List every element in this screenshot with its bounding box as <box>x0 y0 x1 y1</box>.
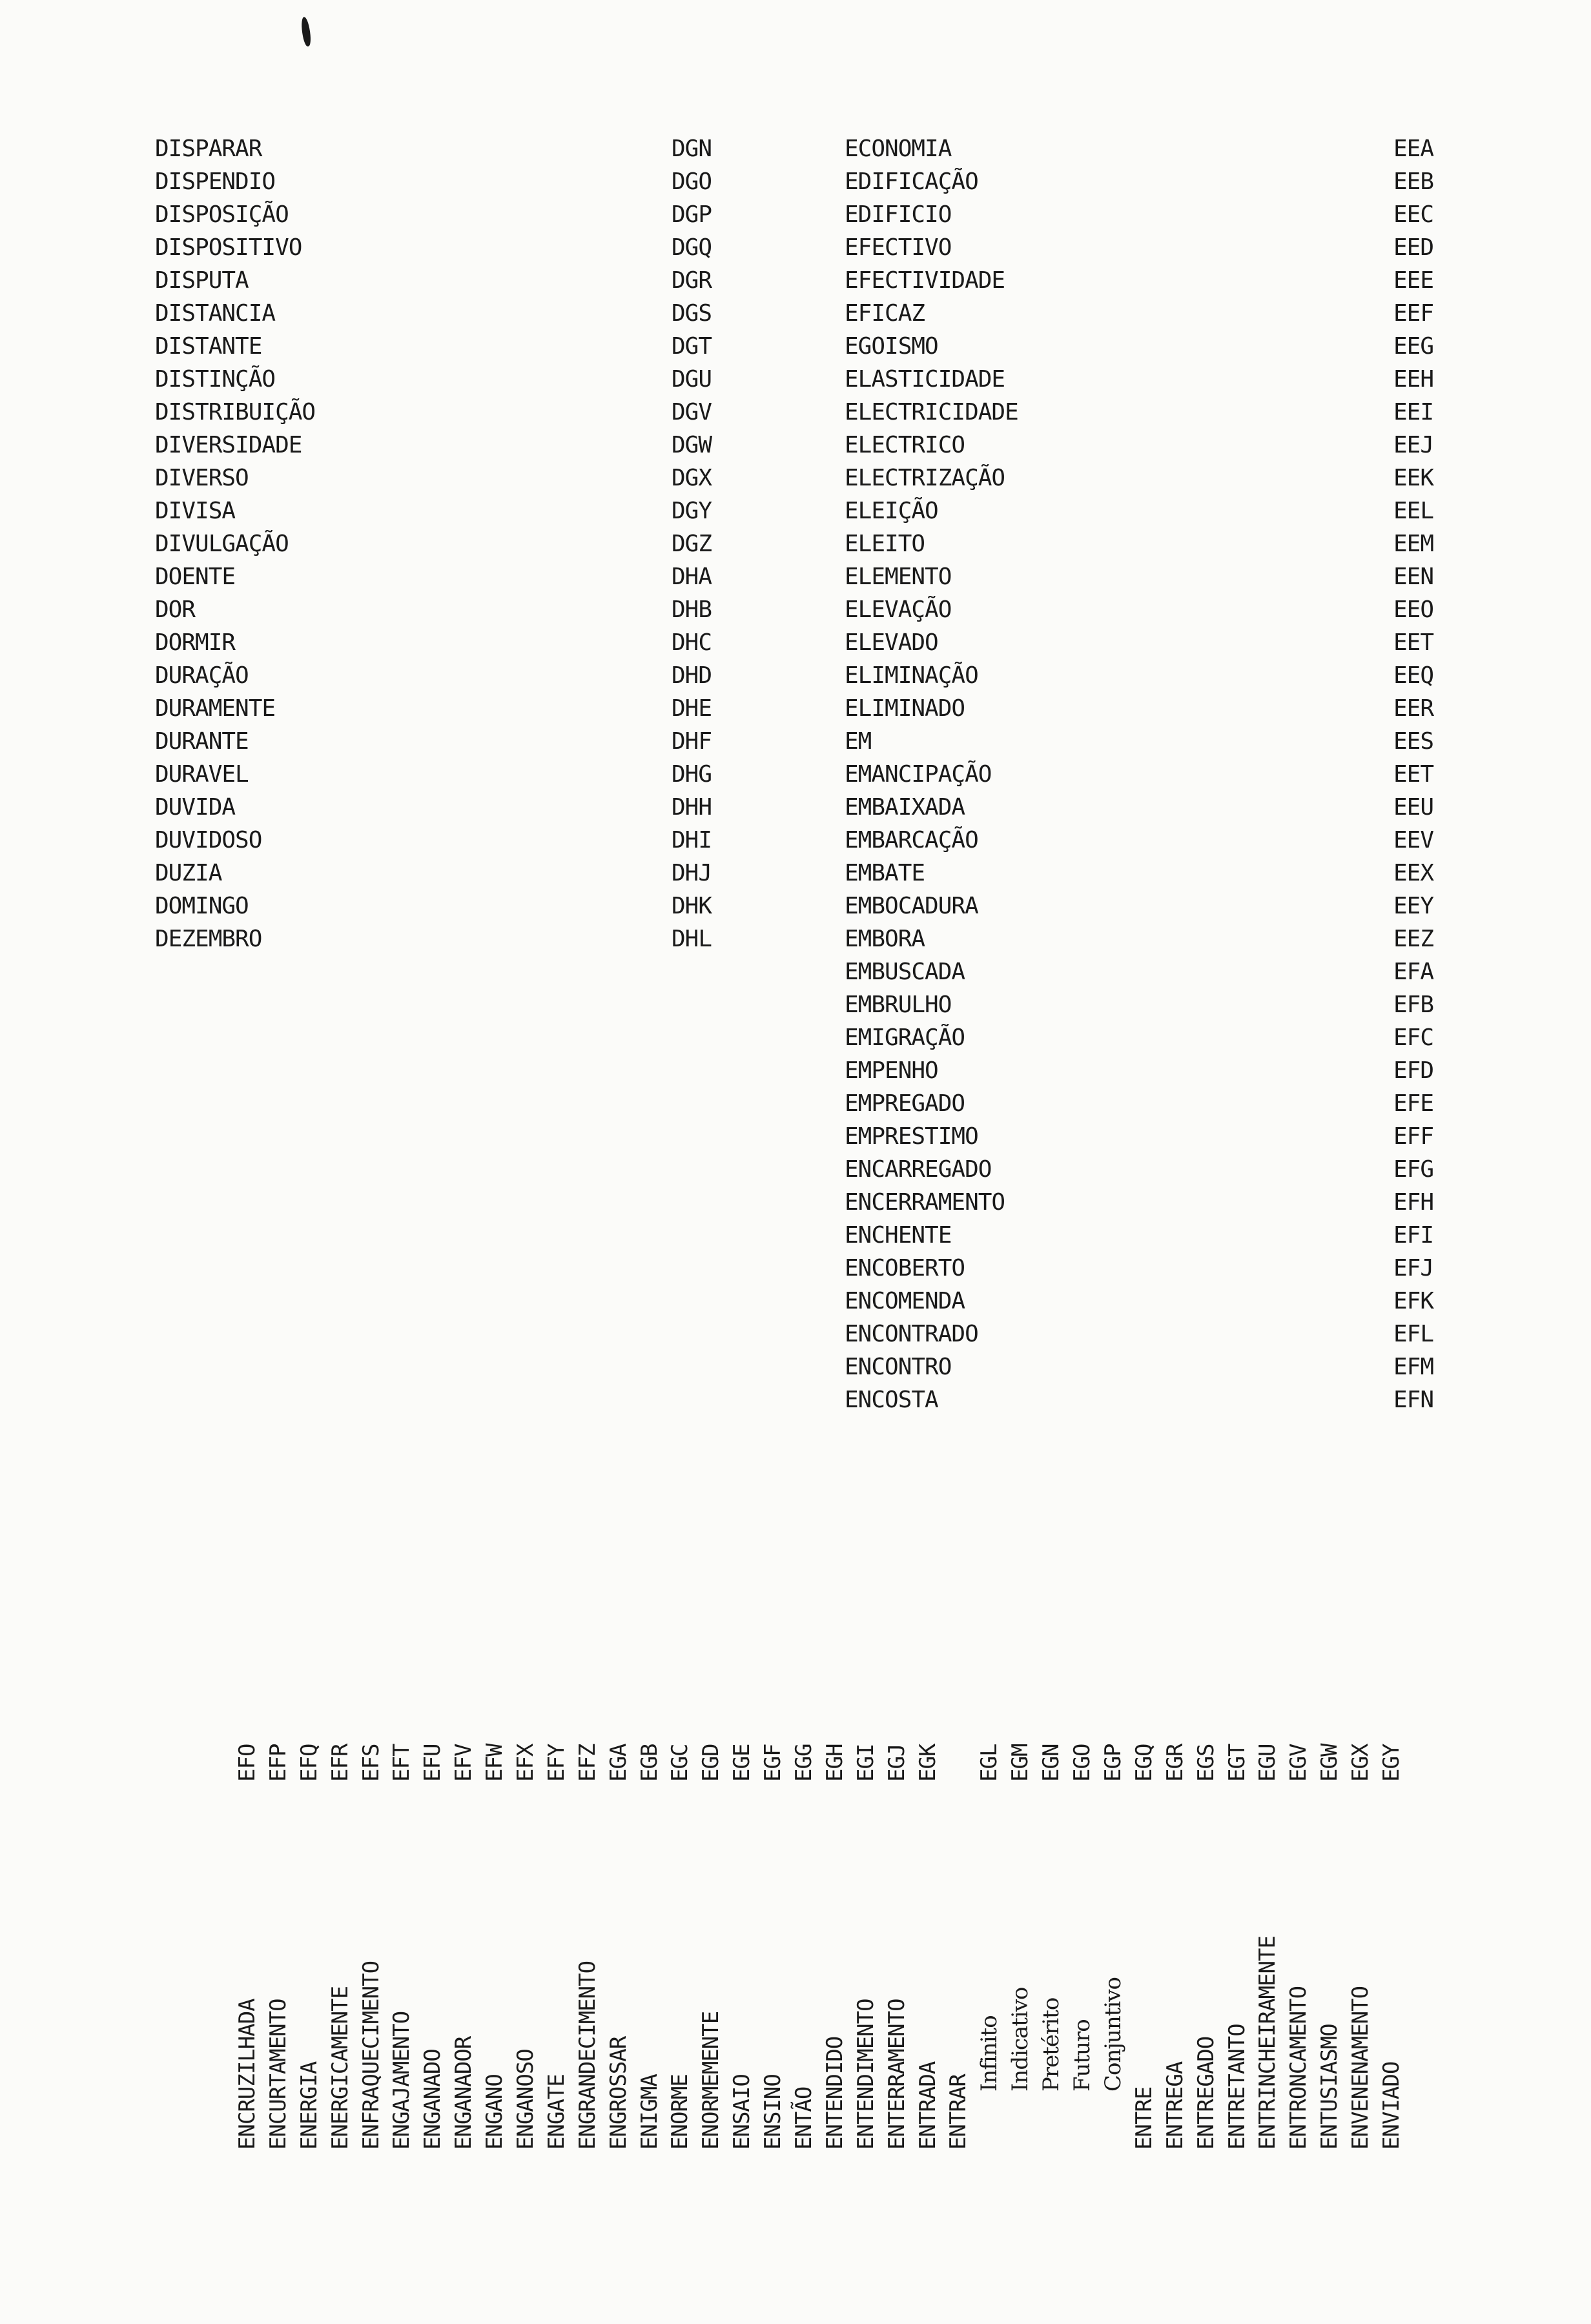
list-item <box>1098 859 1129 2150</box>
list-item <box>155 791 723 824</box>
list-item <box>155 297 723 330</box>
entry-code: DHL <box>672 926 712 952</box>
entry-word: DEZEMBRO <box>155 926 262 952</box>
entry-word: ENGANADO <box>420 2049 446 2150</box>
entry-word: Conjuntivo <box>1100 1977 1126 2092</box>
entry-word: EMBOCADURA <box>845 893 978 919</box>
list-item <box>789 859 820 2150</box>
entry-word: DISPOSIÇÃO <box>155 201 289 228</box>
entry-code: EGS <box>1193 1744 1219 1782</box>
list-item <box>974 859 1005 2150</box>
list-item <box>845 231 1452 264</box>
entry-code: EFT <box>389 1744 415 1782</box>
list-item <box>845 692 1452 725</box>
entry-word: DIVULGAÇÃO <box>155 531 289 557</box>
list-item <box>1005 859 1036 2150</box>
list-item <box>155 198 723 231</box>
entry-word: DUVIDOSO <box>155 827 262 853</box>
entry-code: EGJ <box>883 1744 910 1782</box>
entry-word: EMPREGADO <box>845 1090 965 1117</box>
entry-code: EEJ <box>1393 432 1434 458</box>
entry-word: DISPARAR <box>155 136 262 162</box>
entry-word: DISPOSITIVO <box>155 234 302 261</box>
entry-word: ENORMEMENTE <box>698 2011 724 2150</box>
list-item <box>1253 859 1284 2150</box>
list-item <box>155 824 723 857</box>
entry-code: DGP <box>672 201 712 228</box>
entry-code: EES <box>1393 728 1434 755</box>
entry-code: DGZ <box>672 531 712 557</box>
list-item <box>727 859 758 2150</box>
entry-word: ENCONTRADO <box>845 1321 978 1347</box>
entry-code: EEQ <box>1393 662 1434 689</box>
entry-word: ENTRINCHEIRAMENTE <box>1255 1936 1281 2150</box>
entry-word: ELEVAÇÃO <box>845 596 952 623</box>
list-item <box>263 859 294 2150</box>
entry-code: DHJ <box>672 860 712 886</box>
list-item <box>418 859 449 2150</box>
entry-code: EEV <box>1393 827 1434 853</box>
entry-code: EER <box>1393 695 1434 722</box>
list-item <box>604 859 635 2150</box>
entry-code: DGY <box>672 498 712 524</box>
entry-word: ENTRONCAMENTO <box>1286 1986 1312 2150</box>
entry-word: ENTRE <box>1131 2086 1157 2150</box>
entry-word: ENCERRAMENTO <box>845 1189 1005 1216</box>
list-item <box>845 264 1452 297</box>
entry-code: DGR <box>672 267 712 294</box>
entry-code: EEA <box>1393 136 1434 162</box>
list-item <box>573 859 604 2150</box>
entry-word: EMBUSCADA <box>845 959 965 985</box>
entry-word: ENORME <box>667 2074 693 2150</box>
entry-word: EDIFICIO <box>845 201 952 228</box>
entry-code: EEU <box>1393 794 1434 821</box>
entry-code: EGA <box>605 1744 631 1782</box>
entry-code: EGF <box>760 1744 786 1782</box>
entry-code: EGC <box>667 1744 693 1782</box>
entry-code: EGB <box>636 1744 662 1782</box>
entry-code: DGW <box>672 432 712 458</box>
entry-code: EGD <box>698 1744 724 1782</box>
entry-code: DHD <box>672 662 712 689</box>
list-item <box>232 859 263 2150</box>
list-item <box>845 330 1452 363</box>
entry-word: ELEVADO <box>845 629 938 656</box>
list-item <box>845 725 1452 758</box>
entry-code: EGN <box>1038 1744 1065 1782</box>
entry-code: EFA <box>1393 959 1434 985</box>
entry-code: EEZ <box>1393 926 1434 952</box>
list-item <box>387 859 418 2150</box>
entry-word: ENTRADA <box>914 2061 941 2150</box>
entry-code: DGV <box>672 399 712 425</box>
entry-code: EGE <box>729 1744 755 1782</box>
entry-word: DURAÇÃO <box>155 662 249 689</box>
list-item <box>845 593 1452 626</box>
entry-word: EMPRESTIMO <box>845 1123 978 1150</box>
list-item <box>1377 859 1408 2150</box>
entry-code: EFN <box>1393 1387 1434 1413</box>
entry-word: ENGRANDECIMENTO <box>574 1961 600 2150</box>
entry-word: DOENTE <box>155 564 236 590</box>
list-item <box>943 859 974 2150</box>
list-item <box>155 462 723 494</box>
entry-word: ENSINO <box>760 2074 786 2150</box>
entry-word: DISTANCIA <box>155 300 276 327</box>
entry-code: EEG <box>1393 333 1434 360</box>
entry-word: ELEITO <box>845 531 925 557</box>
list-item <box>845 363 1452 396</box>
list-item <box>155 494 723 527</box>
entry-code: EFE <box>1393 1090 1434 1117</box>
list-item <box>1346 859 1377 2150</box>
list-item <box>845 758 1452 791</box>
list-item <box>1067 859 1098 2150</box>
entry-code: EEM <box>1393 531 1434 557</box>
entry-word: ENERGIA <box>296 2061 322 2150</box>
entry-word: ELASTICIDADE <box>845 366 1005 392</box>
entry-code: EET <box>1393 761 1434 788</box>
entry-word: ELIMINAÇÃO <box>845 662 978 689</box>
entry-word: DISTINÇÃO <box>155 366 276 392</box>
word-list-rotated <box>232 859 1485 2150</box>
entry-word: ENCURTAMENTO <box>265 1999 291 2150</box>
list-item <box>845 824 1452 857</box>
list-item <box>845 132 1452 165</box>
entry-word: EMANCIPAÇÃO <box>845 761 992 788</box>
list-item <box>155 725 723 758</box>
entry-word: ENIGMA <box>636 2074 662 2150</box>
entry-code: EEI <box>1393 399 1434 425</box>
list-item <box>845 198 1452 231</box>
list-item <box>851 859 882 2150</box>
entry-word: ENTRETANTO <box>1224 2024 1250 2150</box>
entry-code: EEN <box>1393 564 1434 590</box>
entry-code: DHC <box>672 629 712 656</box>
entry-code: EGQ <box>1131 1744 1157 1782</box>
entry-code: DGQ <box>672 234 712 261</box>
entry-word: DURANTE <box>155 728 249 755</box>
entry-word: EMBATE <box>845 860 925 886</box>
entry-word: EMBAIXADA <box>845 794 965 821</box>
entry-code: DGX <box>672 465 712 491</box>
entry-word: EFICAZ <box>845 300 925 327</box>
list-item <box>1160 859 1191 2150</box>
entry-code: EEO <box>1393 596 1434 623</box>
entry-code: DGO <box>672 168 712 195</box>
entry-code: EEF <box>1393 300 1434 327</box>
entry-code: EGU <box>1255 1744 1281 1782</box>
entry-code: DHB <box>672 596 712 623</box>
list-item <box>635 859 666 2150</box>
entry-word: EMBARCAÇÃO <box>845 827 978 853</box>
entry-word: ENVENENAMENTO <box>1348 1986 1374 2150</box>
word-list-left <box>155 132 723 955</box>
entry-word: ENTENDIMENTO <box>852 1999 879 2150</box>
entry-word: ENGATE <box>543 2074 570 2150</box>
entry-code: EGT <box>1224 1744 1250 1782</box>
entry-code: EGG <box>791 1744 817 1782</box>
list-item <box>155 626 723 659</box>
entry-code: EGP <box>1100 1744 1126 1782</box>
list-item <box>155 692 723 725</box>
entry-code: DHG <box>672 761 712 788</box>
list-item <box>913 859 944 2150</box>
entry-word: DUZIA <box>155 860 222 886</box>
entry-word: ENCOSTA <box>845 1387 938 1413</box>
entry-code: EEE <box>1393 267 1434 294</box>
entry-code: EFF <box>1393 1123 1434 1150</box>
entry-word: ENTÃO <box>791 2086 817 2150</box>
list-item <box>845 462 1452 494</box>
entry-word: DISPENDIO <box>155 168 276 195</box>
list-item <box>155 429 723 462</box>
list-item <box>845 429 1452 462</box>
list-item <box>845 791 1452 824</box>
entry-code: EFD <box>1393 1057 1434 1084</box>
entry-code: DGT <box>672 333 712 360</box>
entry-code: EGV <box>1286 1744 1312 1782</box>
entry-word: EFECTIVIDADE <box>845 267 1005 294</box>
entry-code: DHF <box>672 728 712 755</box>
entry-word: ENSAIO <box>729 2074 755 2150</box>
entry-code: EFC <box>1393 1024 1434 1051</box>
list-item <box>845 560 1452 593</box>
list-item <box>845 494 1452 527</box>
entry-code: EFZ <box>574 1744 600 1782</box>
entry-code: EFG <box>1393 1156 1434 1183</box>
entry-word: DUVIDA <box>155 794 236 821</box>
entry-word: ENGAJAMENTO <box>389 2011 415 2150</box>
entry-code: DHK <box>672 893 712 919</box>
entry-code: EFW <box>482 1744 508 1782</box>
list-item <box>155 396 723 429</box>
entry-code: EGO <box>1069 1744 1096 1782</box>
entry-word: ENTRAR <box>945 2074 972 2150</box>
list-item <box>511 859 542 2150</box>
list-item <box>882 859 913 2150</box>
entry-word: ENTUSIASMO <box>1317 2024 1343 2150</box>
entry-code: EEY <box>1393 893 1434 919</box>
list-item <box>155 165 723 198</box>
entry-code: DHI <box>672 827 712 853</box>
entry-code: EFQ <box>296 1744 322 1782</box>
entry-word: ELIMINADO <box>845 695 965 722</box>
entry-word: EFECTIVO <box>845 234 952 261</box>
entry-word: Indicativo <box>1007 1987 1034 2092</box>
entry-code: DHE <box>672 695 712 722</box>
entry-code: EGM <box>1007 1744 1034 1782</box>
entry-code: EFS <box>358 1744 384 1782</box>
list-item <box>845 297 1452 330</box>
entry-code: EFM <box>1393 1354 1434 1380</box>
entry-code: DHH <box>672 794 712 821</box>
entry-word: ECONOMIA <box>845 136 952 162</box>
entry-word: ELECTRICO <box>845 432 965 458</box>
list-item <box>1036 859 1067 2150</box>
entry-code: EFP <box>265 1744 291 1782</box>
list-item <box>155 330 723 363</box>
entry-code: EFR <box>327 1744 353 1782</box>
entry-code: EGH <box>821 1744 848 1782</box>
entry-code: EEK <box>1393 465 1434 491</box>
entry-word: DURAVEL <box>155 761 249 788</box>
list-item <box>845 626 1452 659</box>
entry-code: EFU <box>420 1744 446 1782</box>
entry-word: Futuro <box>1069 2019 1096 2092</box>
entry-word: ENCONTRO <box>845 1354 952 1380</box>
entry-word: Infinito <box>976 2015 1003 2092</box>
entry-word: DURAMENTE <box>155 695 276 722</box>
entry-code: DHA <box>672 564 712 590</box>
entry-word: ENGANOSO <box>513 2049 539 2150</box>
entry-word: EGOISMO <box>845 333 938 360</box>
list-item <box>449 859 480 2150</box>
list-item <box>845 165 1452 198</box>
entry-code: EGI <box>852 1744 879 1782</box>
entry-word: Pretérito <box>1038 1997 1065 2092</box>
entry-word: EM <box>845 728 872 755</box>
entry-word: ENVIADO <box>1378 2061 1404 2150</box>
entry-word: ENGANO <box>482 2074 508 2150</box>
list-item <box>542 859 573 2150</box>
entry-code: EGK <box>914 1744 941 1782</box>
entry-code: EFL <box>1393 1321 1434 1347</box>
entry-word: ELEIÇÃO <box>845 498 938 524</box>
entry-code: EED <box>1393 234 1434 261</box>
list-item <box>155 264 723 297</box>
entry-word: EMIGRAÇÃO <box>845 1024 965 1051</box>
entry-word: ELEMENTO <box>845 564 952 590</box>
list-item <box>155 593 723 626</box>
list-item <box>155 132 723 165</box>
entry-word: DIVISA <box>155 498 236 524</box>
list-item <box>294 859 325 2150</box>
entry-word: ENCOBERTO <box>845 1255 965 1281</box>
list-item <box>1284 859 1315 2150</box>
entry-word: DIVERSIDADE <box>155 432 302 458</box>
entry-word: EDIFICAÇÃO <box>845 168 978 195</box>
entry-code: EFY <box>543 1744 570 1782</box>
entry-code: EGY <box>1378 1744 1404 1782</box>
entry-code: EEX <box>1393 860 1434 886</box>
list-item <box>155 659 723 692</box>
entry-word: ENTREGADO <box>1193 2036 1219 2150</box>
entry-word: EMPENHO <box>845 1057 938 1084</box>
entry-code: EEB <box>1393 168 1434 195</box>
list-item <box>758 859 789 2150</box>
list-item <box>1191 859 1222 2150</box>
entry-word: ENTENDIDO <box>821 2036 848 2150</box>
entry-word: DOR <box>155 596 196 623</box>
entry-word: DISTRIBUIÇÃO <box>155 399 316 425</box>
entry-code: EGL <box>976 1744 1003 1782</box>
list-item <box>155 363 723 396</box>
entry-code: EGX <box>1348 1744 1374 1782</box>
list-item <box>480 859 511 2150</box>
list-item <box>1315 859 1346 2150</box>
entry-code: EFB <box>1393 992 1434 1018</box>
list-item <box>155 758 723 791</box>
entry-word: EMBORA <box>845 926 925 952</box>
entry-word: ENCHENTE <box>845 1222 952 1249</box>
entry-code: DGS <box>672 300 712 327</box>
entry-code: DGN <box>672 136 712 162</box>
entry-code: EGW <box>1317 1744 1343 1782</box>
entry-code: EGR <box>1162 1744 1188 1782</box>
list-item <box>155 231 723 264</box>
list-item <box>325 859 356 2150</box>
entry-word: ENCARREGADO <box>845 1156 992 1183</box>
entry-code: EFJ <box>1393 1255 1434 1281</box>
entry-code: EFK <box>1393 1288 1434 1314</box>
entry-word: DIVERSO <box>155 465 249 491</box>
entry-code: EEL <box>1393 498 1434 524</box>
entry-word: ENGANADOR <box>451 2036 477 2150</box>
entry-word: ENERGICAMENTE <box>327 1986 353 2150</box>
list-item <box>845 396 1452 429</box>
list-item <box>696 859 727 2150</box>
entry-code: EEH <box>1393 366 1434 392</box>
list-item <box>155 560 723 593</box>
entry-word: DISTANTE <box>155 333 262 360</box>
entry-code: EET <box>1393 629 1434 656</box>
entry-code: EFI <box>1393 1222 1434 1249</box>
entry-code: DGU <box>672 366 712 392</box>
ink-speck <box>300 16 312 46</box>
entry-code: EFV <box>451 1744 477 1782</box>
entry-code: EFH <box>1393 1189 1434 1216</box>
entry-code: EFX <box>513 1744 539 1782</box>
entry-word: ENCRUZILHADA <box>234 1999 260 2150</box>
entry-word: DISPUTA <box>155 267 249 294</box>
entry-word: DOMINGO <box>155 893 249 919</box>
entry-code: EFO <box>234 1744 260 1782</box>
list-item <box>845 527 1452 560</box>
list-item <box>845 659 1452 692</box>
entry-word: ELECTRICIDADE <box>845 399 1018 425</box>
list-item <box>356 859 387 2150</box>
list-item <box>155 527 723 560</box>
entry-word: DORMIR <box>155 629 236 656</box>
entry-word: ENCOMENDA <box>845 1288 965 1314</box>
entry-code: EEC <box>1393 201 1434 228</box>
entry-word: ENTERRAMENTO <box>883 1999 910 2150</box>
list-item <box>820 859 851 2150</box>
entry-word: ENGROSSAR <box>605 2036 631 2150</box>
entry-word: ENTREGA <box>1162 2061 1188 2150</box>
entry-word: ENFRAQUECIMENTO <box>358 1961 384 2150</box>
list-item <box>665 859 696 2150</box>
entry-word: ELECTRIZAÇÃO <box>845 465 1005 491</box>
entry-word: EMBRULHO <box>845 992 952 1018</box>
list-item <box>1129 859 1160 2150</box>
list-item <box>1222 859 1253 2150</box>
